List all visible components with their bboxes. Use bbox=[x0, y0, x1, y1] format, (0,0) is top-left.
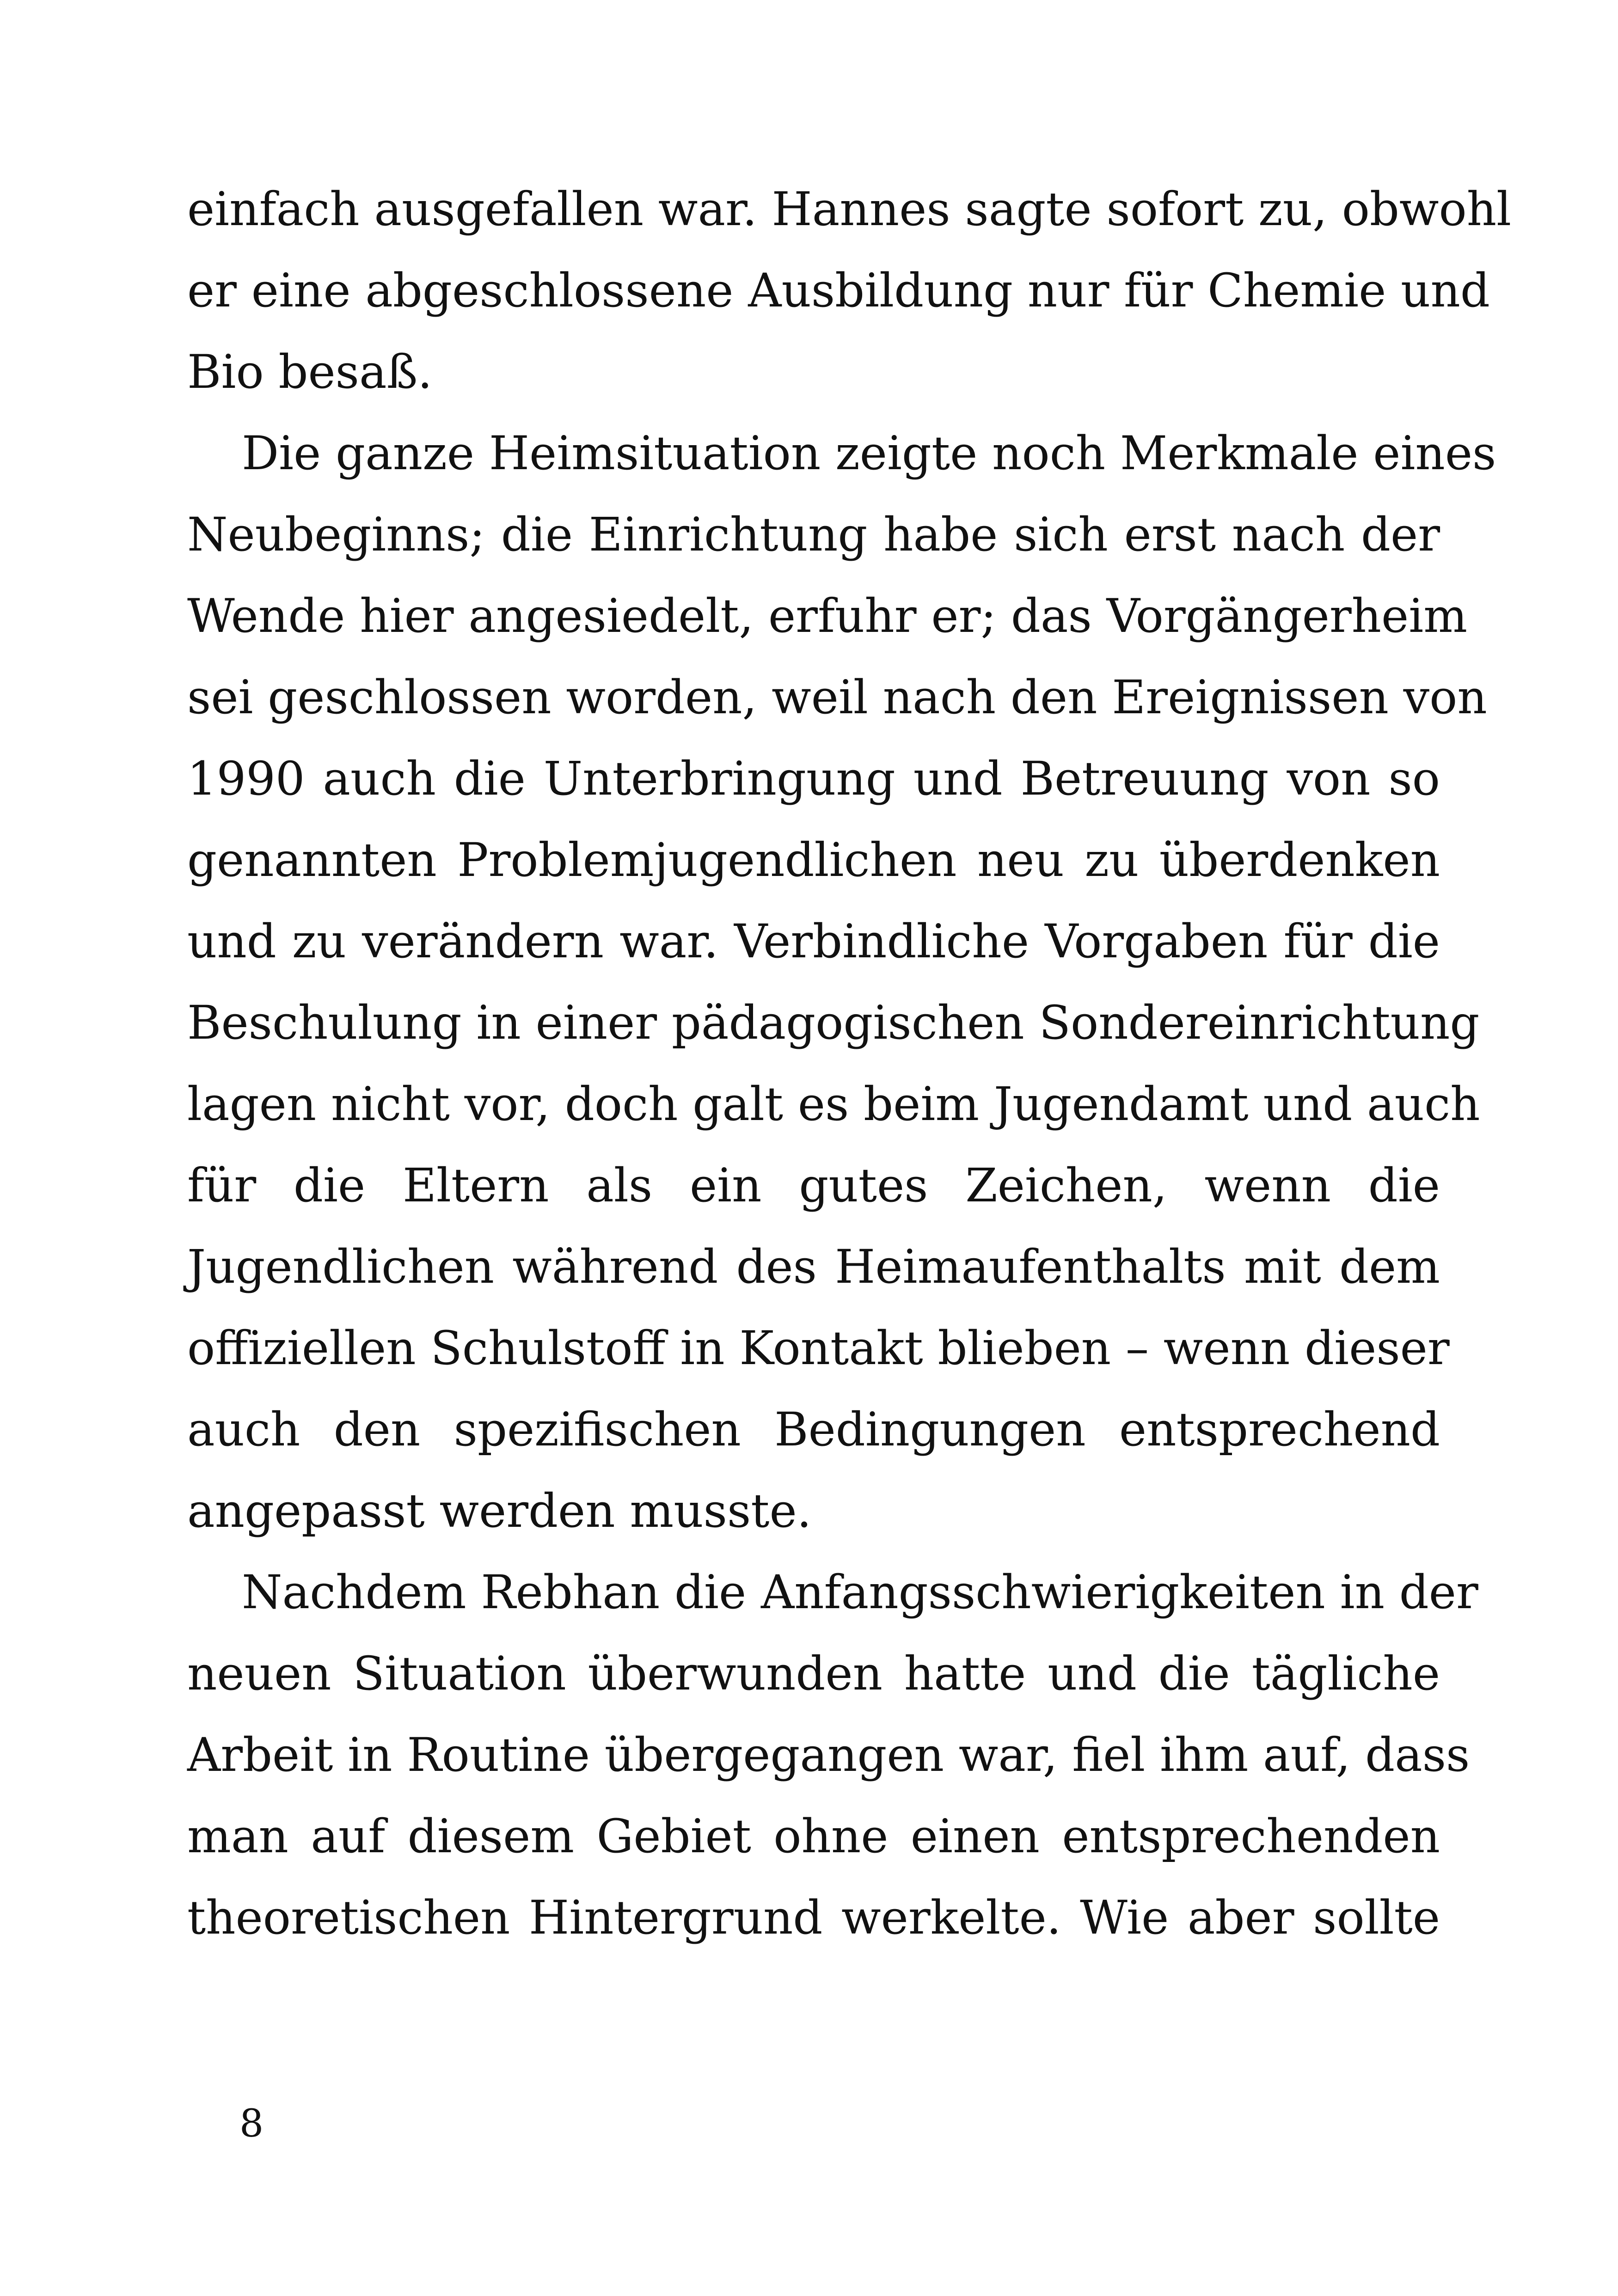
text-line: auch den spezifischen Bedingungen entsprechend bbox=[187, 1402, 1440, 1457]
text-line: Neubeginns; die Einrichtung habe sich erst nach der bbox=[187, 508, 1440, 562]
text-line: genannten Problemjugendlichen neu zu überdenken bbox=[187, 833, 1440, 887]
text-line: man auf diesem Gebiet ohne einen entsprechenden bbox=[187, 1809, 1440, 1863]
text-line: Arbeit in Routine übergegangen war, fiel ihm auf, dass bbox=[187, 1728, 1470, 1782]
text-line: einfach ausgefallen war. Hannes sagte sofort zu, obwohl bbox=[187, 182, 1512, 236]
paragraph-1 bbox=[187, 169, 1512, 413]
body-text bbox=[187, 169, 1512, 1959]
text-line: lagen nicht vor, doch galt es beim Jugendamt und auch bbox=[187, 1077, 1480, 1131]
text-line: Wende hier angesiedelt, erfuhr er; das Vorgängerheim bbox=[187, 589, 1468, 643]
paragraph-2 bbox=[187, 413, 1496, 1552]
text-line: er eine abgeschlossene Ausbildung nur für Chemie und bbox=[187, 263, 1490, 318]
text-line: 1990 auch die Unterbringung und Betreuung von so bbox=[187, 752, 1440, 806]
page-number: 8 bbox=[239, 2102, 264, 2146]
text-line: Beschulung in einer pädagogischen Sondereinrichtung bbox=[187, 996, 1480, 1050]
paragraph-3 bbox=[187, 1552, 1478, 1959]
text-line: neuen Situation überwunden hatte und die tägliche bbox=[187, 1647, 1440, 1701]
text-line: und zu verändern war. Verbindliche Vorgaben für die bbox=[187, 914, 1440, 968]
text-line: theoretischen Hintergrund werkelte. Wie aber sollte bbox=[187, 1891, 1440, 1945]
text-line: sei geschlossen worden, weil nach den Ereignissen von bbox=[187, 670, 1487, 724]
text-line: Jugendlichen während des Heimaufenthalts mit dem bbox=[187, 1240, 1440, 1294]
text-line: offiziellen Schulstoff in Kontakt blieben – wenn dieser bbox=[187, 1321, 1450, 1375]
text-line: für die Eltern als ein gutes Zeichen, wenn die bbox=[187, 1158, 1440, 1212]
text-line: Nachdem Rebhan die Anfangsschwierigkeiten in der bbox=[242, 1565, 1478, 1619]
text-line: Die ganze Heimsituation zeigte noch Merkmale eines bbox=[242, 426, 1496, 480]
text-line: angepasst werden musste. bbox=[187, 1484, 812, 1538]
text-line: Bio besaß. bbox=[187, 345, 433, 399]
